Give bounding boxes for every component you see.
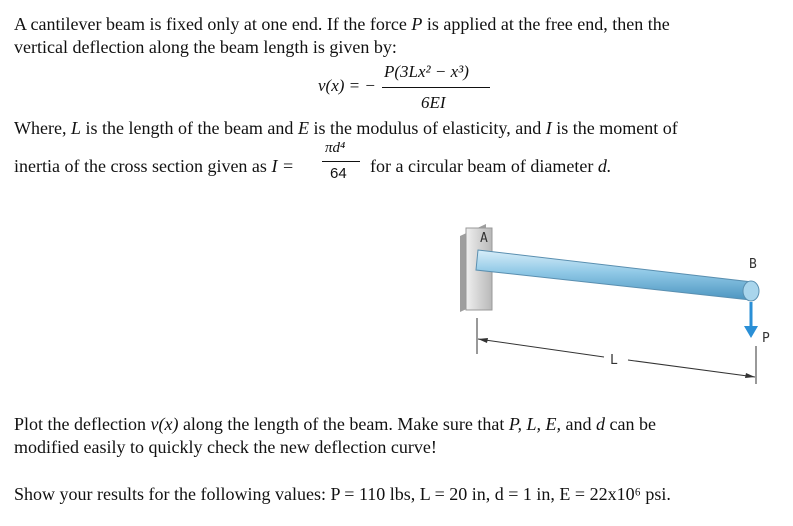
length-dimension [477, 318, 756, 384]
intro-line-2: vertical deflection along the beam length is given by: [14, 37, 397, 57]
formula-numerator: P(3Lx² − x³) [384, 62, 469, 81]
results-line: Show your results for the following values: P = 110 lbs, L = 20 in, d = 1 in, E = 22x10⁶ psi. [14, 484, 671, 504]
inertia-line-tail: for a circular beam of diameter d. [370, 156, 612, 176]
deflection-formula [318, 62, 518, 118]
instruction-line-2: modified easily to quickly check the new deflection curve! [14, 437, 437, 457]
inertia-fraction: πd⁴ 64 [322, 139, 362, 191]
force-arrow [744, 302, 758, 338]
inertia-line: inertia of the cross section given as I = [14, 156, 295, 176]
formula-lhs: v(x) = − [318, 76, 376, 95]
beam [476, 250, 759, 301]
inertia-fraction-bar [322, 161, 360, 162]
label-L: L [610, 353, 618, 368]
formula-denominator: 6EI [421, 93, 446, 112]
where-line: Where, L is the length of the beam and E is the modulus of elasticity, and I is the moment of [14, 118, 678, 138]
intro-line-1: A cantilever beam is fixed only at one end. If the force P is applied at the free end, then the [14, 14, 670, 34]
instruction-line-1: Plot the deflection v(x) along the length of the beam. Make sure that P, L, E, and d can be [14, 414, 656, 434]
formula-fraction-bar [382, 87, 490, 88]
label-B: B [749, 257, 757, 272]
cantilever-beam-figure [440, 218, 780, 398]
label-P: P [762, 331, 770, 346]
label-A: A [480, 231, 488, 246]
